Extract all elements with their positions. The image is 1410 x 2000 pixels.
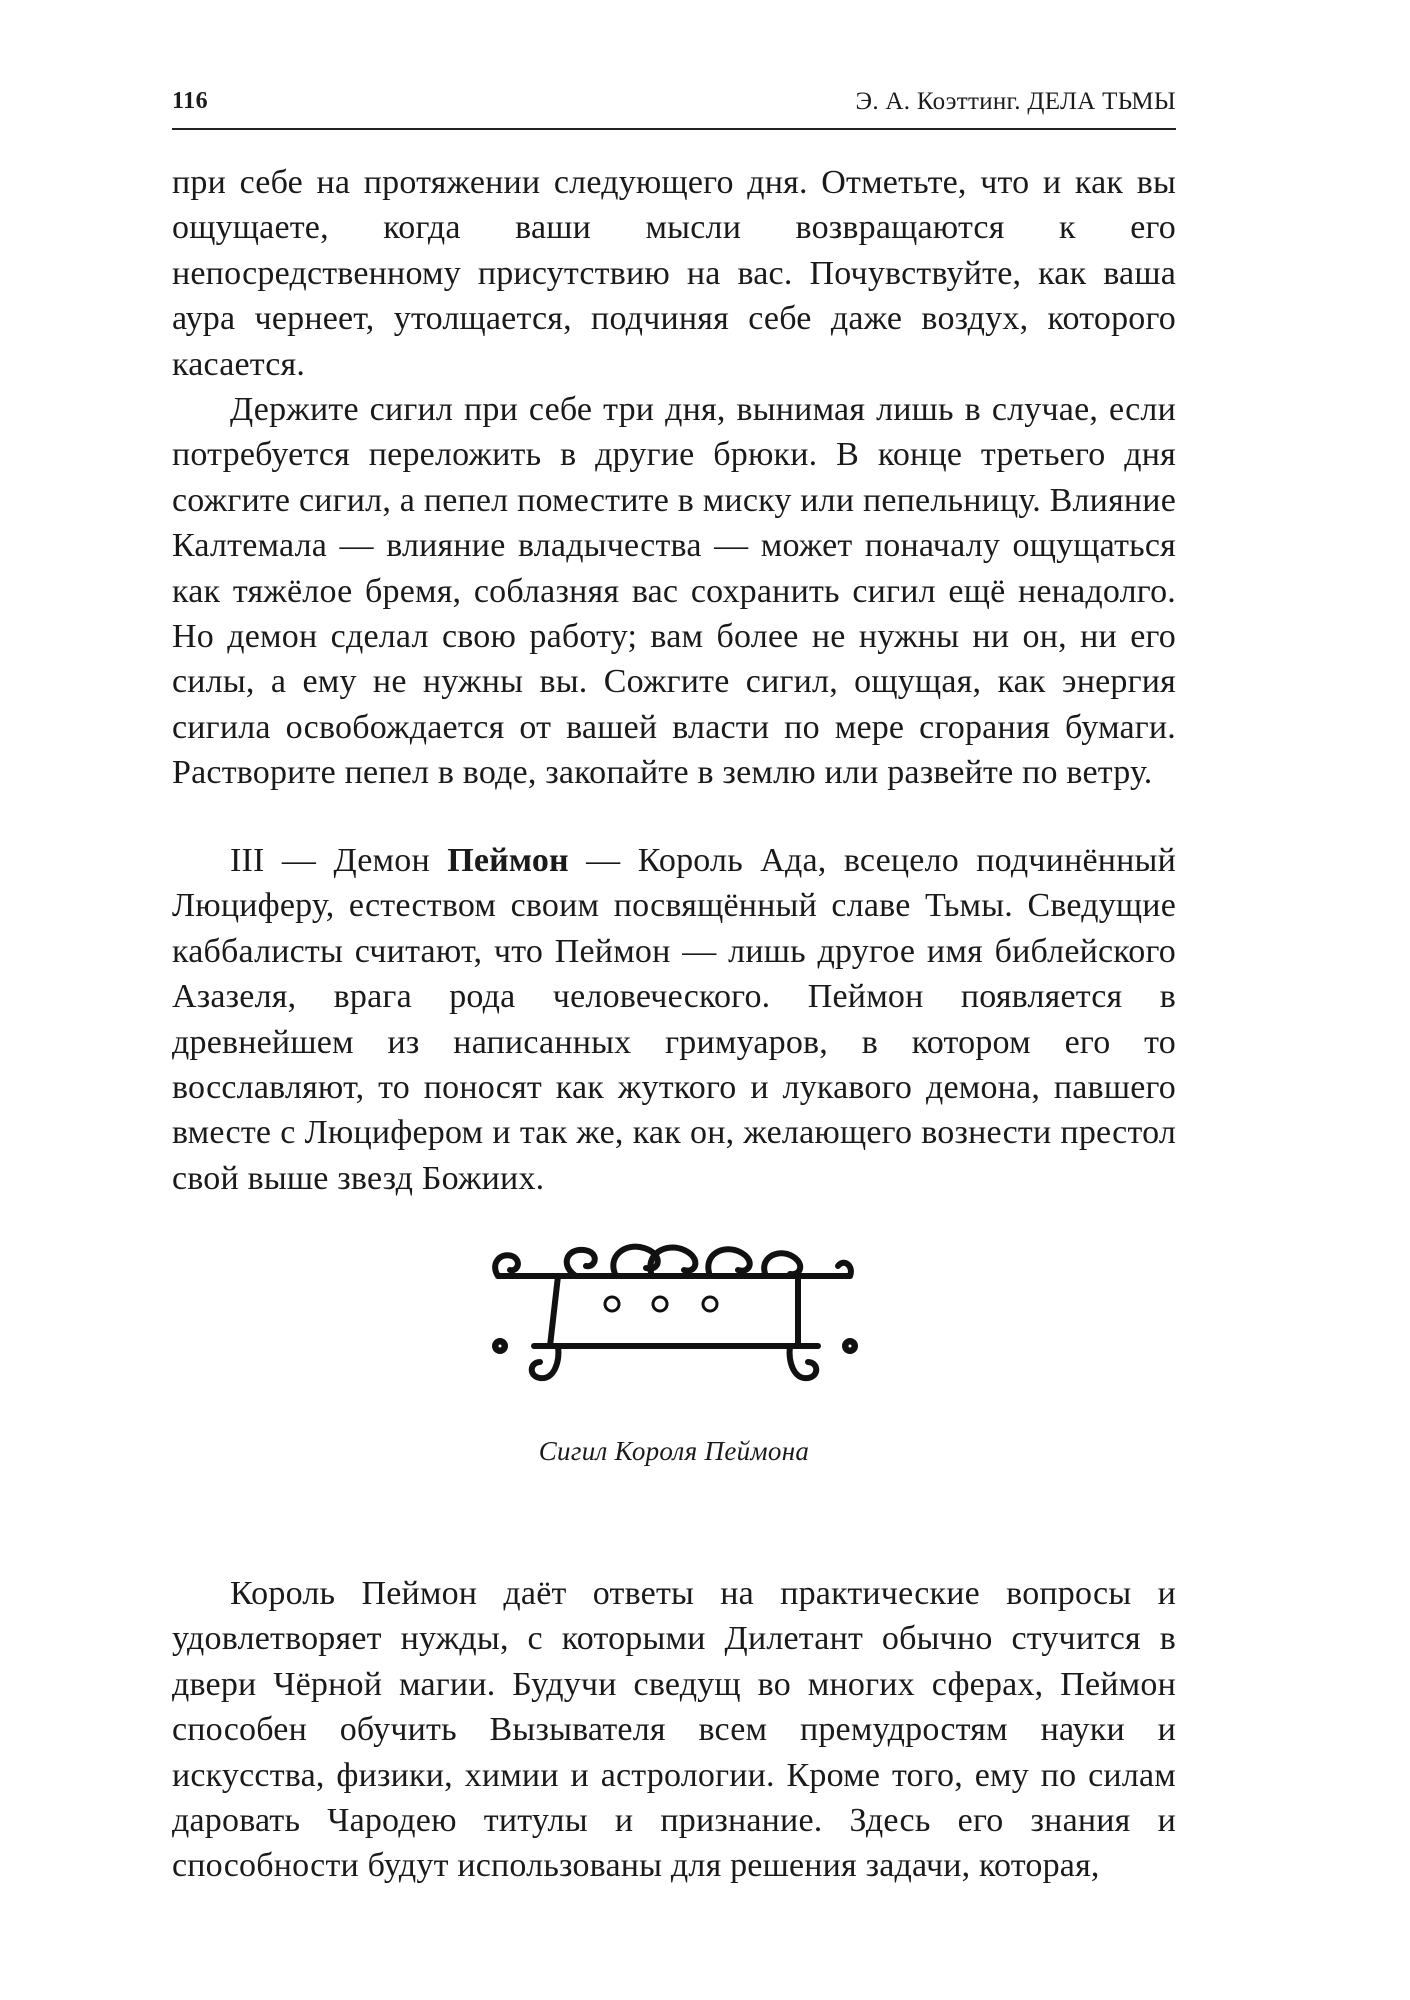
running-head: Э. А. Коэттинг. ДЕЛА ТЬМЫ xyxy=(855,88,1176,115)
text-block-paimon-intro xyxy=(172,838,1176,1201)
paimon-intro-rest: — Король Ада, всецело подчинённый Люциферу, естеством своим посвящённый славе Тьмы. Сведущие каббалисты считают, что Пеймон — лишь другое имя библейского Азазеля, врага рода человеческого. Пеймон появляется в древнейшем из написанных гримуаров, в котором его то восславляют, то поносят как жуткого и лукавого демона, павшего вместе с Люцифером и так же, как он, желающего вознести престол свой выше звезд Божиих. xyxy=(172,842,1176,1197)
paragraph-continuation: при себе на протяжении следующего дня. Отметьте, что и как вы ощущаете, когда ваши мысли возвращаются к его непосредственному присутствию на вас. Почувствуйте, как ваша аура чернеет, утолщается, подчиняя себе даже воздух, которого касается. xyxy=(172,164,1176,383)
paragraph-keep-sigil: Держите сигил при себе три дня, вынимая лишь в случае, если потребуется переложить в другие брюки. В конце третьего дня сожгите сигил, а пепел поместите в миску или пепельницу. Влияние Калтемала — влияние владычества — может поначалу ощущаться как тяжёлое бремя, соблазняя вас сохранить сигил ещё ненадолго. Но демон сделал свою работу; вам более не нужны ни он, ни его силы, а ему не нужны вы. Сожгите сигил, ощущая, как энергия сигила освобождается от вашей власти по мере сгорания бумаги. Растворите пепел в воде, закопайте в землю или развейте по ветру. xyxy=(172,391,1176,792)
page-number: 116 xyxy=(172,88,209,114)
text-block-top xyxy=(172,160,1176,796)
paragraph-paimon-powers: Король Пеймон даёт ответы на практические вопросы и удовлетворяет нужды, с которыми Дилетант обычно стучится в двери Чёрной магии. Будучи сведущ во многих сферах, Пеймон способен обучить Вызывателя всем премудростям науки и искусства, физики, химии и астрологии. Кроме того, ему по силам даровать Чародею титулы и признание. Здесь его знания и способности будут использованы для решения задачи, которая, xyxy=(172,1575,1176,1885)
sigil-of-paimon-icon xyxy=(488,1236,860,1386)
page-header xyxy=(172,86,1176,130)
figure-caption: Сигил Короля Пеймона xyxy=(538,1436,810,1466)
demon-name: Пеймон xyxy=(447,842,569,879)
paimon-intro-prefix: III — Демон xyxy=(230,842,448,879)
paragraph-paimon-intro xyxy=(172,838,1176,1201)
text-block-paimon-powers xyxy=(172,1571,1176,1889)
